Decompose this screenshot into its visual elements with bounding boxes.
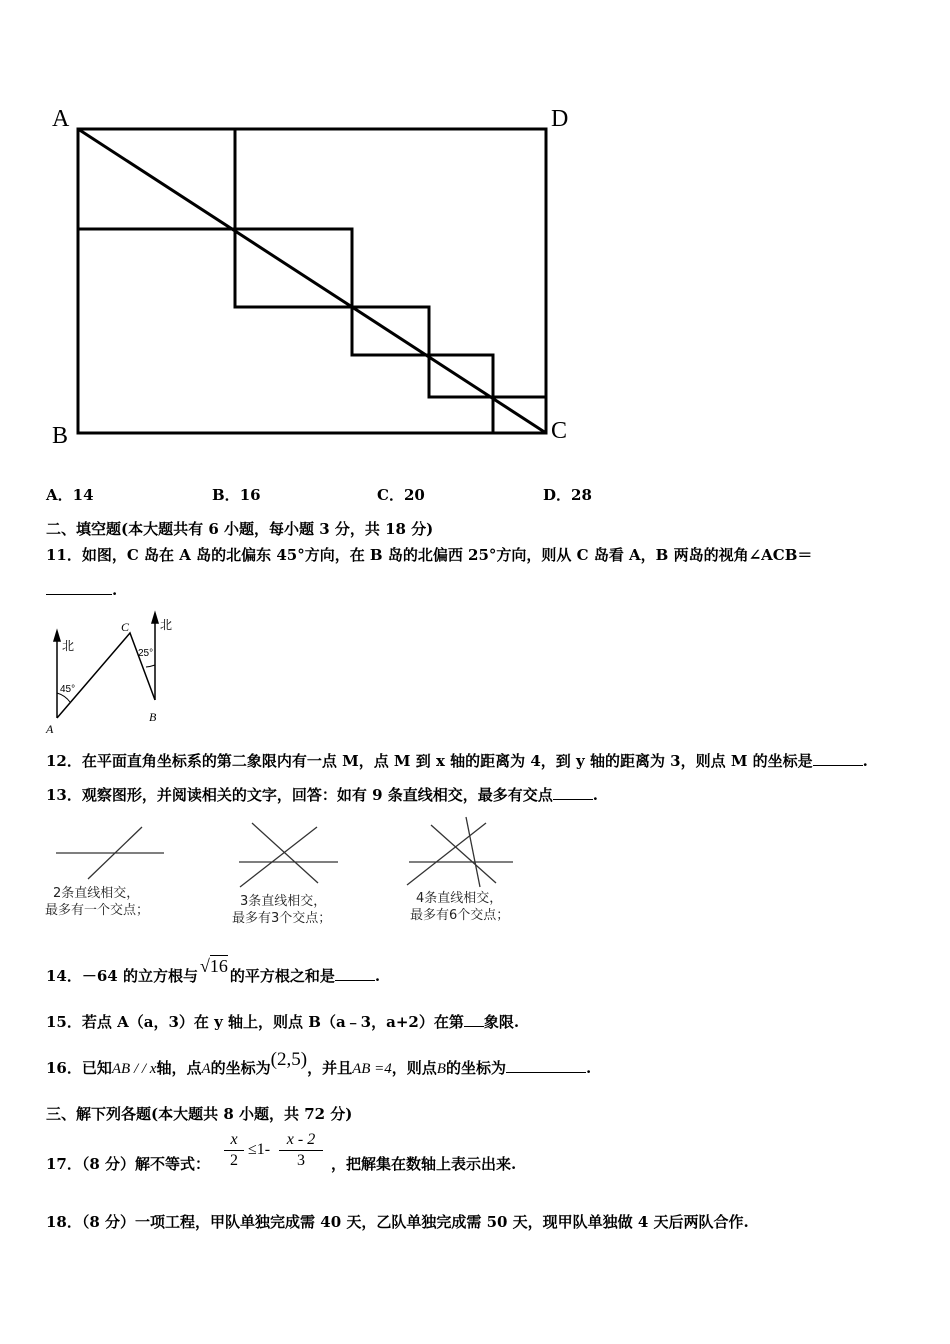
- north-label-b: 北: [160, 618, 173, 632]
- section-2-title: 二、填空题(本大题共有 6 小题，每小题 3 分，共 18 分): [46, 520, 434, 538]
- fraction-x-over-2: x 2: [224, 1130, 244, 1171]
- sqrt-16: √16: [199, 956, 228, 976]
- question-15: 15．若点 A（a，3）在 y 轴上，则点 B（a﹣3，a+2）在第 象限.: [46, 1013, 520, 1031]
- question-17-suffix: ，把解集在数轴上表示出来.: [331, 1155, 517, 1173]
- point-b-label: B: [149, 710, 157, 724]
- north-label-a: 北: [62, 639, 75, 653]
- point-c-label: C: [121, 620, 130, 634]
- section-3-title: 三、解下列各题(本大题共 8 小题，共 72 分): [46, 1105, 353, 1123]
- caption-2-lines: 2条直线相交， 最多有一个交点；: [45, 886, 150, 918]
- question-14: 14．－64 的立方根与 √16 的平方根之和是 .: [46, 956, 381, 985]
- staircase-path: [235, 129, 493, 433]
- option-b: B．16: [212, 486, 261, 504]
- staircase-path-upper: [78, 229, 546, 397]
- option-d: D．28: [543, 486, 592, 504]
- island-bearing-figure: [40, 605, 200, 730]
- angle-label-25: 25°: [138, 648, 154, 659]
- question-13: 13．观察图形，并阅读相关的文字，回答：如有 9 条直线相交，最多有交点 .: [46, 786, 598, 804]
- fraction-x-minus-2-over-3: x - 2 3: [279, 1130, 323, 1171]
- inequality-relation: ≤1-: [248, 1141, 271, 1158]
- intersecting-lines-figure: [0, 815, 560, 895]
- option-c: C．20: [377, 486, 425, 504]
- question-12: 12．在平面直角坐标系的第二象限内有一点 M，点 M 到 x 轴的距离为 4，到 y 轴的距离为 3，则点 M 的坐标是 .: [46, 752, 868, 770]
- caption-4-lines: 4条直线相交， 最多有6个交点；: [410, 891, 510, 923]
- point-a-label: A: [46, 722, 54, 736]
- question-11-answer-line: .: [46, 580, 117, 600]
- question-16: 16．已知AB / / x轴，点A的坐标为(2,5)，并且AB =4，则点B的坐标为 .: [46, 1049, 592, 1077]
- angle-label-45: 45°: [60, 684, 76, 695]
- question-11: 11．如图，C 岛在 A 岛的北偏东 45°方向，在 B 岛的北偏西 25°方向，则从 C 岛看 A，B 两岛的视角∠ACB＝: [46, 546, 813, 564]
- question-17-prefix: 17．（8 分）解不等式：: [46, 1155, 211, 1173]
- diagonal-ac: [78, 129, 546, 433]
- label-A: A: [52, 106, 70, 132]
- caption-3-lines: 3条直线相交， 最多有3个交点；: [232, 894, 332, 926]
- rectangle-staircase-figure: [0, 0, 950, 460]
- label-D: D: [551, 106, 569, 132]
- option-a: A．14: [46, 486, 94, 504]
- question-18: 18．（8 分）一项工程，甲队单独完成需 40 天，乙队单独完成需 50 天，现甲队单独做 4 天后两队合作.: [46, 1213, 749, 1231]
- label-B: B: [52, 423, 69, 449]
- label-C: C: [551, 418, 568, 444]
